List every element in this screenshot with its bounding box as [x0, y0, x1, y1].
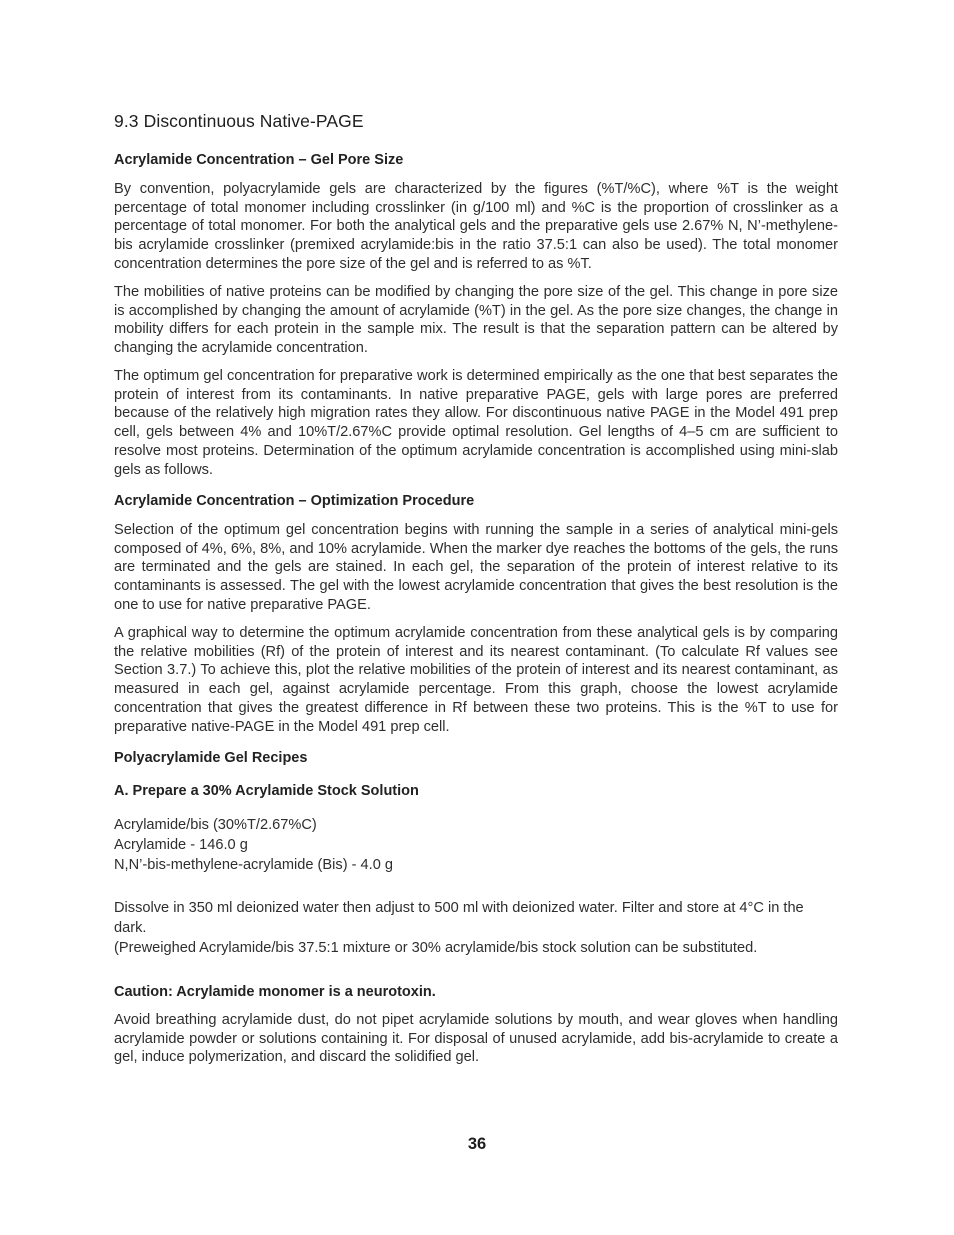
dissolve-line: dark.: [114, 920, 147, 936]
recipes-heading: Polyacrylamide Gel Recipes: [114, 750, 308, 766]
page-number: 36: [467, 1135, 487, 1153]
caution-paragraph: Avoid breathing acrylamide dust, do not pipet acrylamide solutions by mouth, and wear gloves when handling acrylamide powder or solutions containing it. For disposal of unused acrylamide, add bis-acrylamide to create a gel, induce polymerization, and discard the solidified gel.: [114, 1012, 838, 1066]
stock-line: Acrylamide - 146.0 g: [114, 837, 248, 853]
pore-size-heading: Acrylamide Concentration – Gel Pore Size: [114, 152, 404, 168]
stock-line: N,N’-bis-methylene-acrylamide (Bis) - 4.0 g: [114, 857, 393, 873]
preweighed-note: (Preweighed Acrylamide/bis 37.5:1 mixture or 30% acrylamide/bis stock solution can be substituted.: [114, 940, 758, 956]
optimization-paragraph-1: Selection of the optimum gel concentration begins with running the sample in a series of analytical mini-gels composed of 4%, 6%, 8%, and 10% acrylamide. When the marker dye reaches the bottoms of the gels, the runs are terminated and the gels are stained. In each gel, the separation of the protein of interest relative to its contaminants is assessed. The gel with the lowest acrylamide concentration that gives the best resolution is the one to use for native preparative PAGE.: [114, 522, 838, 613]
pore-size-paragraph-3: The optimum gel concentration for preparative work is determined empirically as the one that best separates the protein of interest from its contaminants. In native preparative PAGE, gels with large pores are preferred because of the relatively high migration rates they allow. For discontinuous native PAGE in the Model 491 prep cell, gels between 4% and 10%T/2.67%C provide optimal resolution. Gel lengths of 4–5 cm are sufficient to resolve most proteins. Determination of the optimum acrylamide concentration is accomplished using mini-slab gels as follows.: [114, 368, 838, 478]
section-title: 9.3 Discontinuous Native-PAGE: [114, 111, 364, 131]
dissolve-line: Dissolve in 350 ml deionized water then adjust to 500 ml with deionized water. Filter and store at 4°C in the: [114, 900, 804, 916]
caution-heading: Caution: Acrylamide monomer is a neurotoxin.: [114, 984, 436, 1000]
optimization-heading: Acrylamide Concentration – Optimization Procedure: [114, 493, 475, 509]
pore-size-paragraph-2: The mobilities of native proteins can be modified by changing the pore size of the gel. This change in pore size is accomplished by changing the amount of acrylamide (%T) in the gel. As the pore size changes, the change in mobility differs for each protein in the sample mix. The result is that the separation pattern can be altered by changing the acrylamide concentration.: [114, 284, 838, 357]
stock-line: Acrylamide/bis (30%T/2.67%C): [114, 817, 317, 833]
step-a-heading: A. Prepare a 30% Acrylamide Stock Solution: [114, 783, 419, 799]
pore-size-paragraph-1: By convention, polyacrylamide gels are characterized by the figures (%T/%C), where %T is the weight percentage of total monomer including crosslinker (in g/100 ml) and %C is the proportion of crosslinker as a percentage of total monomer. For both the analytical gels and the preparative gels use 2.67% N, N’-methylene-bis acrylamide crosslinker (premixed acrylamide:bis in the ratio 37.5:1 can also be used). The total monomer concentration determines the pore size of the gel and is referred to as %T.: [114, 181, 838, 272]
optimization-paragraph-2: A graphical way to determine the optimum acrylamide concentration from these analytical gels is by comparing the relative mobilities (Rf) of the protein of interest and its nearest contaminant. (To calculate Rf values see Section 3.7.) To achieve this, plot the relative mobilities of the protein of interest and its nearest contaminant, as measured in each gel, against acrylamide percentage. From this graph, choose the lowest acrylamide concentration that gives the greatest difference in Rf between these two proteins. This is the %T to use for preparative native-PAGE in the Model 491 prep cell.: [114, 625, 838, 735]
